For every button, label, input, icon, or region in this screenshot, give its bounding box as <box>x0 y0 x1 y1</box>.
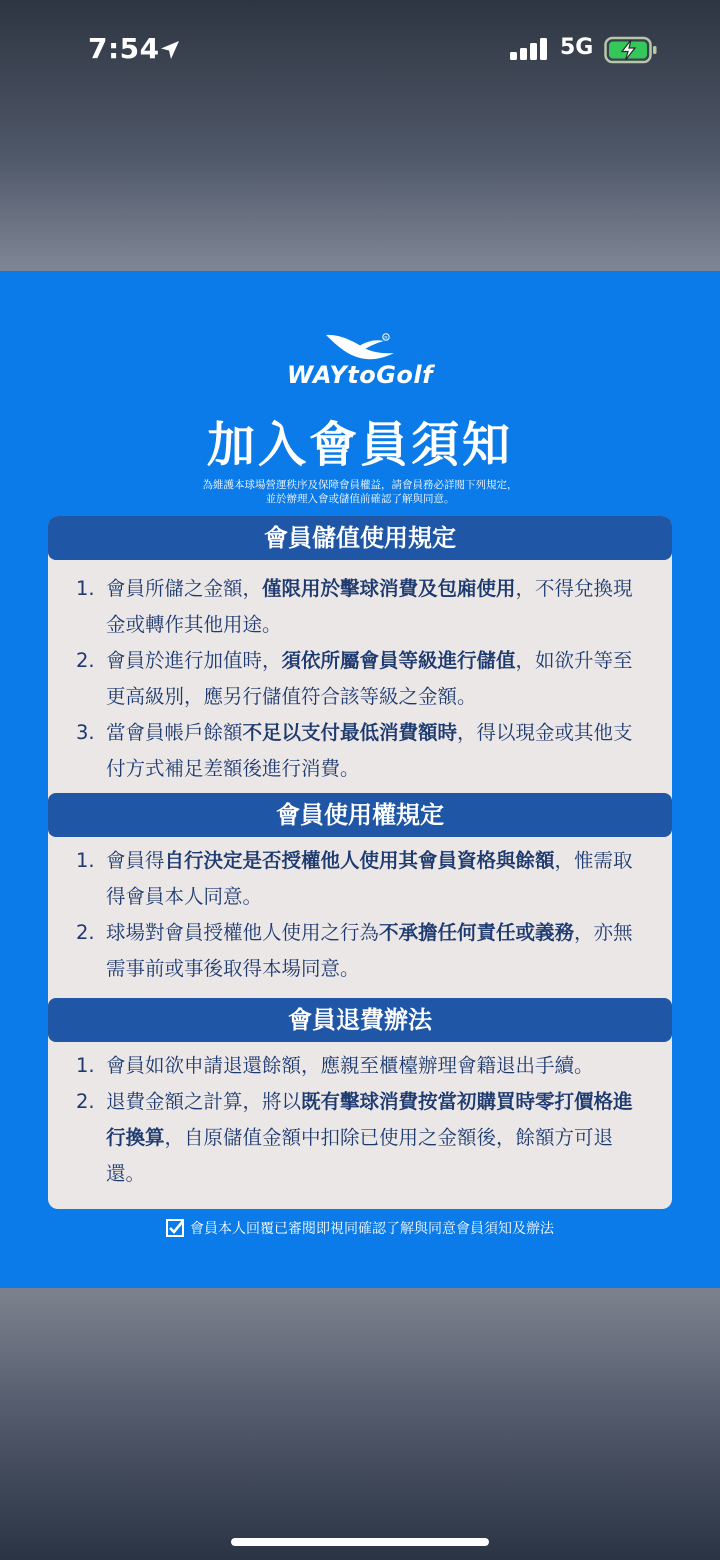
intro-line-1: 為維護本球場營運秩序及保障會員權益，請會員務必詳閱下列規定， <box>202 479 518 491</box>
rules-card <box>48 516 672 1209</box>
membership-notice-poster <box>0 271 720 1288</box>
page-title: 加入會員須知 <box>206 417 513 473</box>
home-indicator[interactable] <box>231 1538 489 1546</box>
rule-text: 退費金額之計算，將以既有擊球消費按當初購買時零打價格進行換算，自原儲值金額中扣除已使用之金額後，餘額方可退還。 <box>106 1090 633 1185</box>
status-time: 7:54 <box>88 32 160 65</box>
section-heading-refund: 會員退費辦法 <box>48 998 672 1042</box>
confirmation-text: 會員本人回覆已審閱即視同確認了解與同意會員須知及辦法 <box>190 1221 554 1237</box>
section-heading-storage: 會員儲值使用規定 <box>48 516 672 560</box>
rule-number: 3. <box>76 721 95 744</box>
location-arrow-icon <box>158 38 182 62</box>
rule-number: 1. <box>76 577 95 600</box>
rule-text: 當會員帳戶餘額不足以支付最低消費額時，得以現金或其他支付方式補足差額後進行消費。 <box>106 721 633 780</box>
status-bar <box>0 0 720 100</box>
agreement-confirmation <box>0 1218 720 1238</box>
section-heading-usage-rights: 會員使用權規定 <box>48 793 672 837</box>
battery-charging-icon <box>604 36 658 64</box>
rule-number: 1. <box>76 849 95 872</box>
rule-text: 會員所儲之金額，僅限用於擊球消費及包廂使用，不得兌換現金或轉作其他用途。 <box>106 577 633 636</box>
rule-text: 會員於進行加值時，須依所屬會員等級進行儲值，如欲升等至更高級別，應另行儲值符合該等級之金額。 <box>106 649 633 708</box>
brand-name: WAYtoGolf <box>286 361 434 389</box>
rule-text: 球場對會員授權他人使用之行為不承擔任何責任或義務，亦無需事前或事後取得本場同意。 <box>106 921 633 980</box>
rule-number: 2. <box>76 921 95 944</box>
network-type: 5G <box>560 35 594 60</box>
intro-text <box>0 478 720 506</box>
intro-line-2: 並於辦理入會或儲值前確認了解與同意。 <box>265 493 455 505</box>
waytogolf-logo-icon <box>322 331 398 365</box>
rule-text: 會員得自行決定是否授權他人使用其會員資格與餘額，惟需取得會員本人同意。 <box>106 849 633 908</box>
svg-text:R: R <box>384 335 388 340</box>
checkbox-checked-icon <box>166 1219 184 1237</box>
cellular-signal-icon <box>510 38 550 60</box>
rule-number: 2. <box>76 1090 95 1113</box>
rule-number: 2. <box>76 649 95 672</box>
rule-number: 1. <box>76 1054 95 1077</box>
rule-text: 會員如欲申請退還餘額，應親至櫃檯辦理會籍退出手續。 <box>106 1054 594 1077</box>
